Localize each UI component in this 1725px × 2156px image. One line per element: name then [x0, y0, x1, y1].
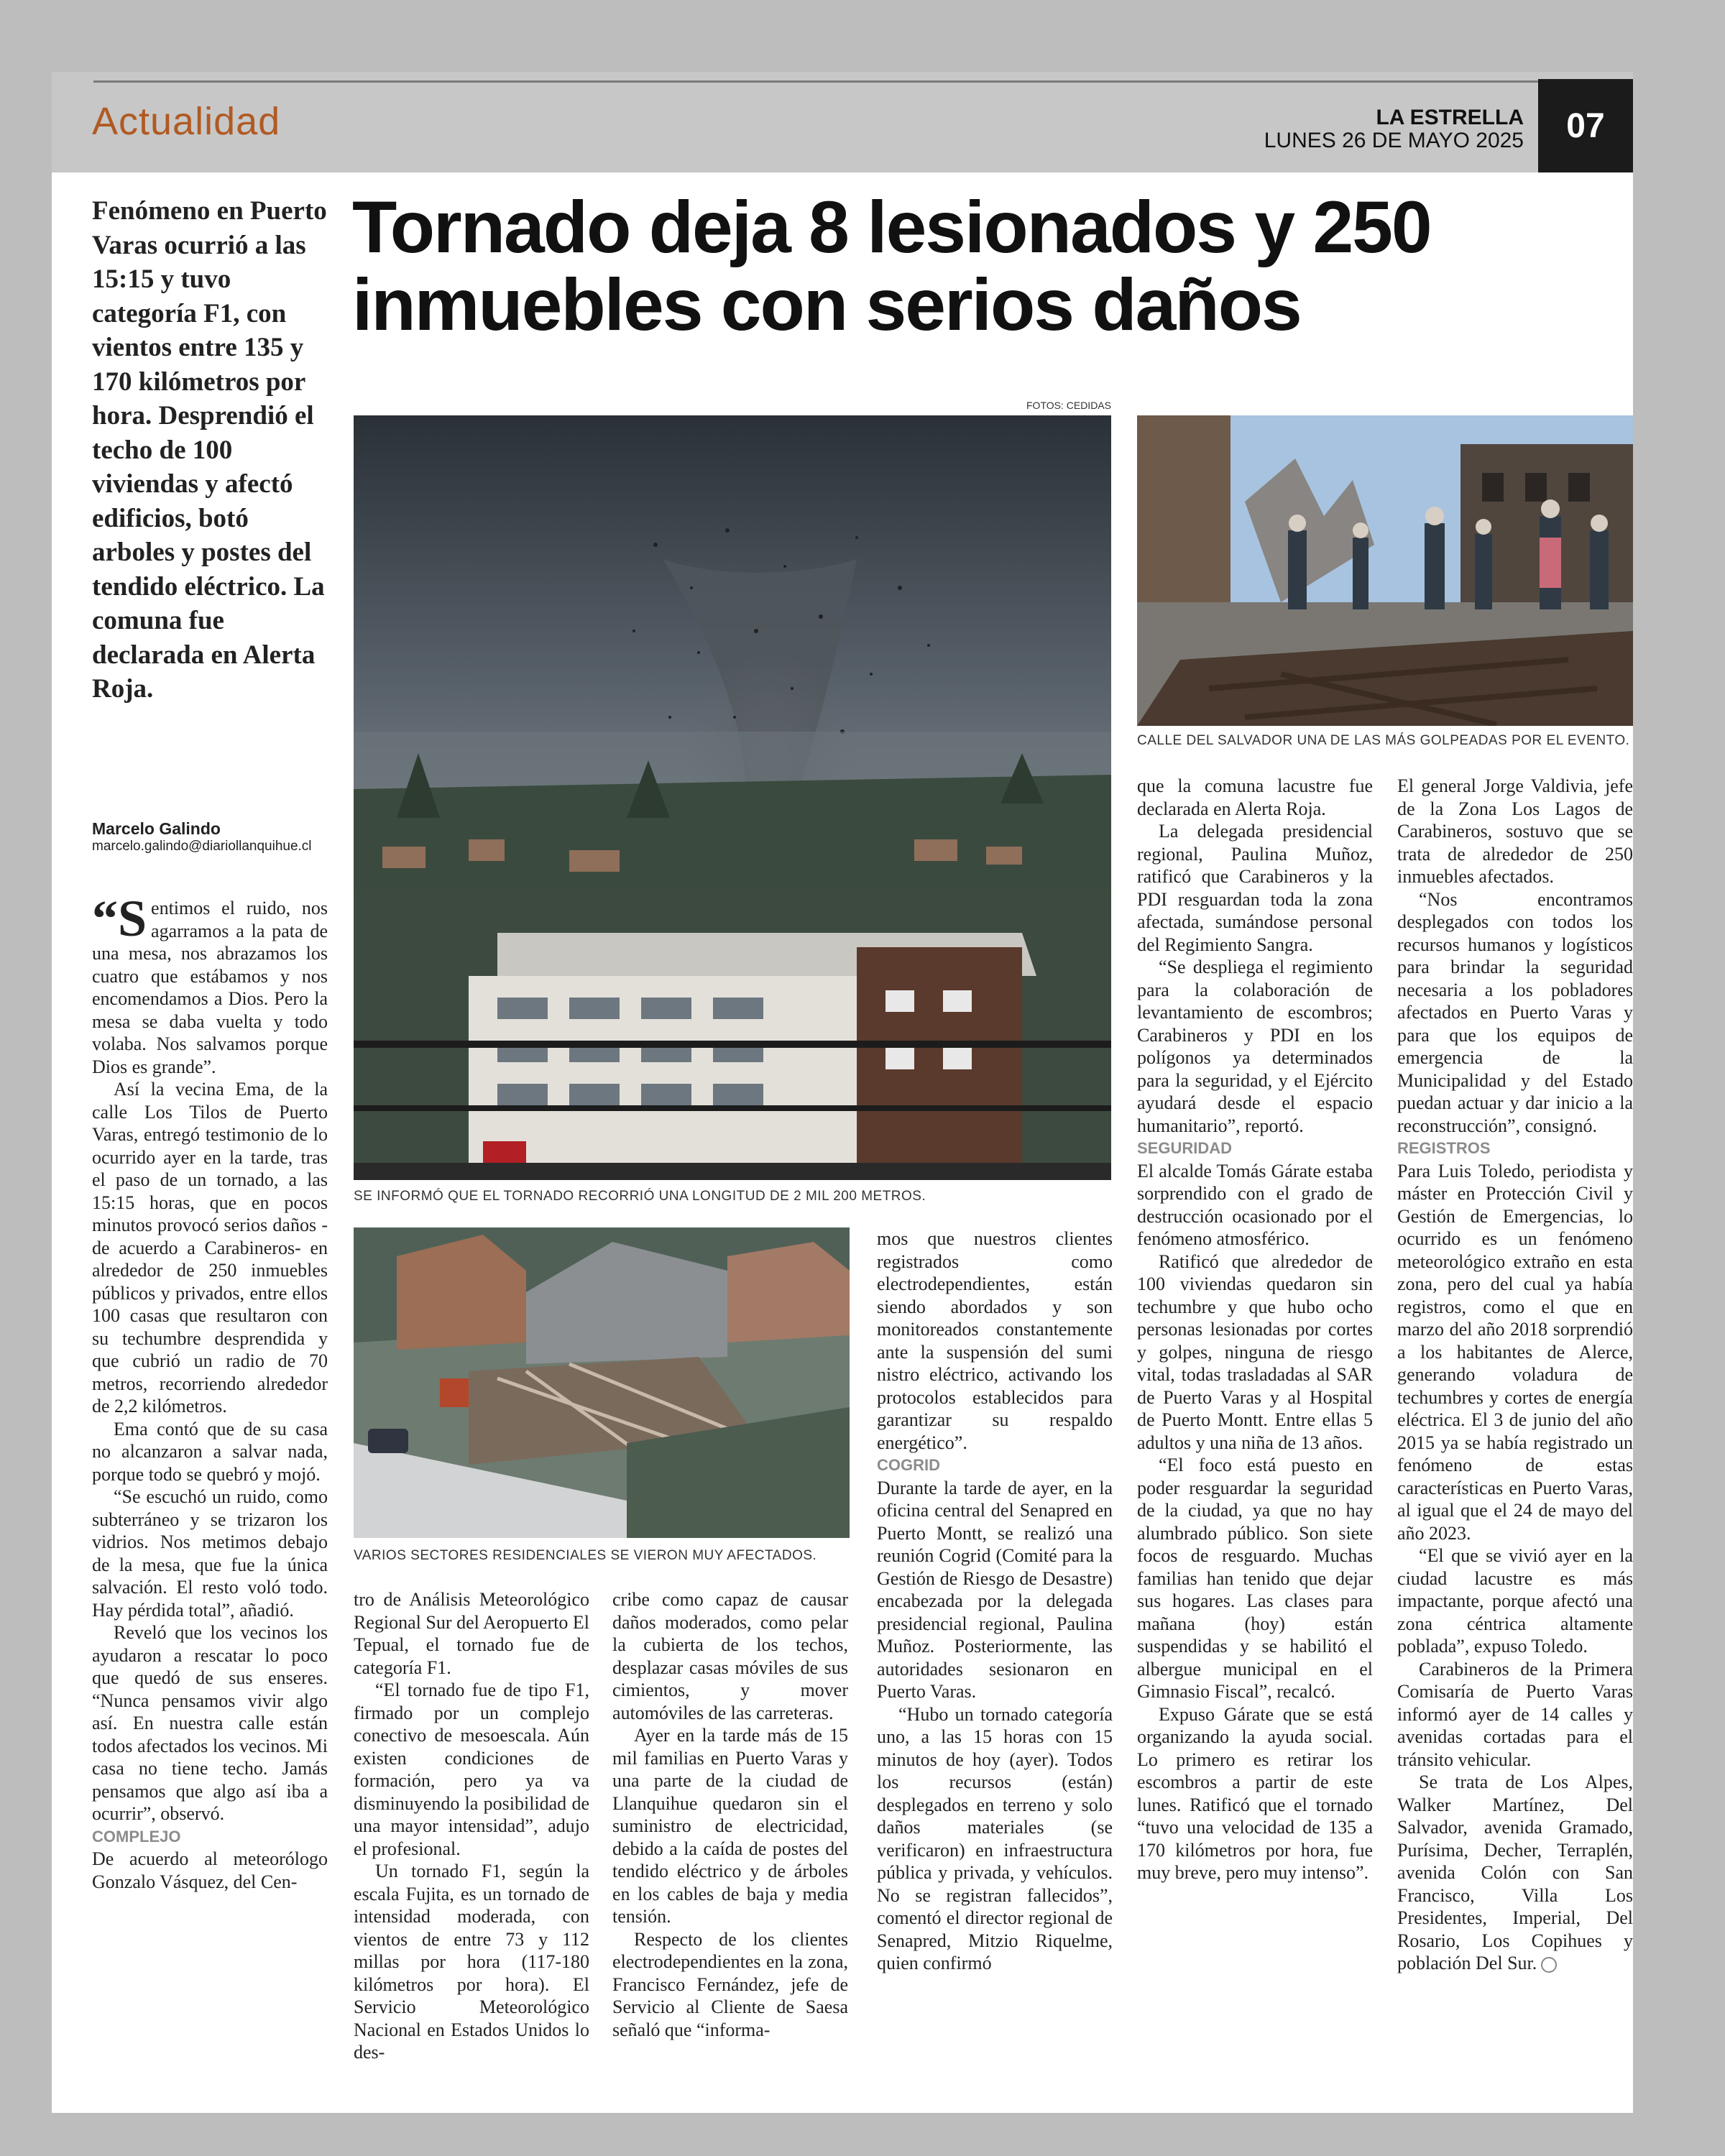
col5-p2: La delegada presidencial regional, Paulina Muñoz, ratificó que Carabineros y la PDI resguardan toda la zona afectada, sumándose personal del Regimiento Sangra.: [1137, 821, 1373, 955]
photo-street: [1137, 415, 1633, 726]
col3-p3: Respecto de los clientes electrodependientes en la zona, Francisco Fernández, jefe de Servicio al Cliente de Saesa señaló que “informa-: [612, 1928, 848, 2040]
byline: [92, 819, 336, 854]
col1-p6: De acuerdo al meteorólogo Gonzalo Vásquez, del Cen-: [92, 1848, 328, 1892]
column-1: [92, 890, 328, 1893]
col6-p3: Para Luis Toledo, periodista y máster en Protección Civil y Gestión de Emergencias, lo ocurrido es un fenómeno meteorológico extraño en esta zona, pero del cual ya había registros, como el que en marzo del año 2018 sorprendió a los habitantes de Alerce, generando voladura de techumbres y cortes de energía eléctrica. El 3 de junio del año 2015 ya se había registrado un fenómeno de estas características en Puerto Varas, al igual que el 24 de mayo del año 2023.: [1397, 1160, 1633, 1544]
column-3: [612, 1588, 848, 2041]
subhead-seguridad: SEGURIDAD: [1137, 1139, 1233, 1157]
col4-p2: Durante la tarde de ayer, en la oficina central del Senapred en Puerto Montt, se realizó una reunión Cogrid (Comité para la Gestión de Riesgo de Desastre) encabezada por la delegada presidencial regional, Paulina Muñoz. Posteriormente, las autoridades sesionaron en Puerto Varas.: [877, 1477, 1113, 1702]
author-email[interactable]: marcelo.galindo@diariollanquihue.cl: [92, 839, 312, 854]
col6-p6: Se trata de Los Alpes, Walker Martínez, Del Salvador, avenida Gramado, Purísima, Decher, Terraplén, avenida Colón con San Francisco, Villa Los Presidentes, Imperial, Del Rosario, Los Copihues y población Del Sur.: [1397, 1772, 1633, 1973]
col1-p5: Reveló que los vecinos los ayudaron a rescatar lo poco que quedó de sus enseres. “Nunca pensamos vivir algo así. En nuestra calle están todos afectados los vecinos. Mi casa no tiene techo. Jamás pensamos que algo así iba a ocurrir”, observó.: [92, 1622, 328, 1824]
headline: Tornado deja 8 lesionados y 250 inmuebles con serios daños: [352, 186, 1431, 346]
page-number: 07: [1538, 79, 1633, 172]
lead-summary: Fenómeno en Puerto Varas ocurrió a las 15:15 y tuvo categoría F1, con vientos entre 135 y 170 kilómetros por hora. Desprendió el techo de 100 viviendas y afectó edificios, botó arboles y postes del tendido eléctrico. La comuna fue declarada en Alerta Roja.: [92, 196, 327, 704]
caption-street-photo: CALLE DEL SALVADOR UNA DE LAS MÁS GOLPEADAS POR EL EVENTO.: [1137, 733, 1630, 748]
col5-p4: El alcalde Tomás Gárate estaba sorprendido con el grado de destrucción ocasionado por el fenómeno atmosférico.: [1137, 1160, 1373, 1249]
col5-p5: Ratificó que alrededor de 100 viviendas quedaron sin techumbre y que hubo ocho personas lesionadas por cortes y golpes, ninguna de riesgo vital, todas trasladadas al SAR de Puerto Varas y al Hospital de Puerto Montt. Entre ellas 5 adultos y una niña de 13 años.: [1137, 1250, 1373, 1453]
col6-p1: El general Jorge Valdivia, jefe de la Zona Los Lagos de Carabineros, sostuvo que se trata de alrededor de 250 inmuebles afectados.: [1397, 775, 1633, 887]
col5-p7: Expuso Gárate que se está organizando la ayuda social. Lo primero es retirar los escombros a partir de este lunes. Ratificó que el tornado “tuvo una velocidad de 135 a 170 kilómetros por hora, fue muy breve, pero muy intenso”.: [1137, 1703, 1373, 1883]
newspaper-name: LA ESTRELLA: [1376, 106, 1524, 129]
issue-date: LUNES 26 DE MAYO 2025: [1264, 128, 1524, 152]
column-4: [877, 1227, 1113, 1975]
col4-p3: “Hubo un tornado categoría uno, a las 15 horas con 15 minutos de hoy (ayer). Todos los recursos (están) desplegados en terreno y solo daños materiales (se verificaron) en infraestructura pública y privada, y vehículos. No se registran fallecidos”, comentó el director regional de Senapred, Mitzio Riquelme, quien confirmó: [877, 1703, 1113, 1973]
col2-p2: “El tornado fue de tipo F1, firmado por un complejo conectivo de mesoescala. Aún existen condiciones de formación, pero ya va disminuyendo la posibilidad de una mayor intensidad”, adujo el profesional.: [354, 1680, 589, 1859]
photo-tornado: [354, 415, 1111, 1180]
col5-p3: “Se despliega el regimiento para la colaboración de levantamiento de escombros; Carabineros y PDI en los polígonos ya determinados para la seguridad, y el Ejército ayudará desde el espacio humanitario”, reportó.: [1137, 957, 1373, 1136]
column-6: [1397, 775, 1633, 1975]
col1-p4: “Se escuchó un ruido, como subterráneo y se trizaron los vidrios. Nos metimos debajo de la mesa, que fue la única salvación. El resto voló todo. Hay pérdida total”, añadió.: [92, 1486, 328, 1621]
col6-p5: Carabineros de la Primera Comisaría de Puerto Varas informó ayer de 14 calles y avenidas cortadas para el tránsito vehicular.: [1397, 1658, 1633, 1770]
col4-p1: mos que nuestros clientes registrados como electrodependientes, están siendo abordados y son monitoreados constantemente ante la suspensión del sumi nistro eléctrico, activando los protocolos establecidos para garantizar su respaldo energético”.: [877, 1228, 1113, 1453]
end-of-article-icon: [1541, 1957, 1557, 1973]
col1-p2: Así la vecina Ema, de la calle Los Tilos de Puerto Varas, entregó testimonio de lo ocurrido ayer en la tarde, tras el paso de un tornado, a las 15:15 horas, que en pocos minutos provocó serios daños -de acuerdo a Carabineros- en alrededor de 250 inmuebles públicos y privados, entre ellos 100 casas que resultaron con su techumbre desprendida y que cubrió un radio de 70 metros, recorriendo alrededor de 2,2 kilómetros.: [92, 1079, 328, 1416]
subhead-cogrid: COGRID: [877, 1456, 940, 1474]
column-5: [1137, 775, 1373, 1884]
subhead-registros: REGISTROS: [1397, 1139, 1491, 1157]
opening-quote: “S: [92, 890, 147, 947]
col1-p3: Ema contó que de su casa no alcanzaron a salvar nada, porque todo se quebró y mojó.: [92, 1418, 328, 1485]
photo-credit: FOTOS: CEDIDAS: [1026, 400, 1111, 411]
col2-p3: Un tornado F1, según la escala Fujita, es un tornado de intensidad moderada, con vientos de entre 73 y 112 millas por hora (117-180 kilómetros por hora). El Servicio Meteorológico Nacional en Estados Unidos lo des-: [354, 1861, 589, 2063]
column-2: [354, 1588, 589, 2064]
header-rule: [93, 80, 1633, 83]
col6-p2: “Nos encontramos desplegados con todos los recursos humanos y logísticos para brindar la seguridad necesaria a los pobladores afectados en Puerto Varas y para que los equipos de emergencia de la Municipalidad y del Estado puedan actuar y dar inicio a la reconstrucción”, consignó.: [1397, 888, 1633, 1136]
caption-houses-photo: VARIOS SECTORES RESIDENCIALES SE VIERON MUY AFECTADOS.: [354, 1548, 817, 1563]
masthead: [1264, 106, 1524, 152]
col5-p6: “El foco está puesto en poder resguardar la seguridad de la ciudad, ya que no hay alumbrado público. Son siete focos de resguardo. Muchas familias han tenido que dejar sus hogares. Las clases para mañana (hoy) están suspendidas y se habilitó el albergue municipal en el Gimnasio Fiscal”, recalcó.: [1137, 1455, 1373, 1702]
col3-p2: Ayer en la tarde más de 15 mil familias en Puerto Varas y una parte de la ciudad de Llanquihue quedaron sin el suministro de electricidad, debido a la caída de postes del tendido eléctrico y de árboles en los cables de baja y media tensión.: [612, 1725, 848, 1927]
col5-p1: que la comuna lacustre fue declarada en Alerta Roja.: [1137, 775, 1373, 819]
col6-p4: “El que se vivió ayer en la ciudad lacustre es más impactante, porque afectó una zona céntrica altamente poblada”, expuso Toledo.: [1397, 1545, 1633, 1657]
subhead-complejo: COMPLEJO: [92, 1827, 181, 1846]
photo-houses: [354, 1227, 850, 1538]
caption-main-photo: SE INFORMÓ QUE EL TORNADO RECORRIÓ UNA LONGITUD DE 2 MIL 200 METROS.: [354, 1189, 926, 1204]
col2-p1: tro de Análisis Meteorológico Regional Sur del Aeropuerto El Tepual, el tornado fue de categoría F1.: [354, 1589, 589, 1678]
col3-p1: cribe como capaz de causar daños moderados, como pelar la cubierta de los techos, desplazar casas móviles de sus cimientos, y mover automóviles de las carreteras.: [612, 1589, 848, 1723]
section-title: Actualidad: [92, 100, 281, 143]
col1-p1: entimos el ruido, nos agarramos a la pata de una mesa, nos abrazamos los cuatro que estábamos y nos encomendamos a Dios. Pero la mesa se daba vuelta y todo volaba. Nos salvamos porque Dios es grande”.: [92, 898, 328, 1077]
author-name: Marcelo Galindo: [92, 819, 221, 838]
